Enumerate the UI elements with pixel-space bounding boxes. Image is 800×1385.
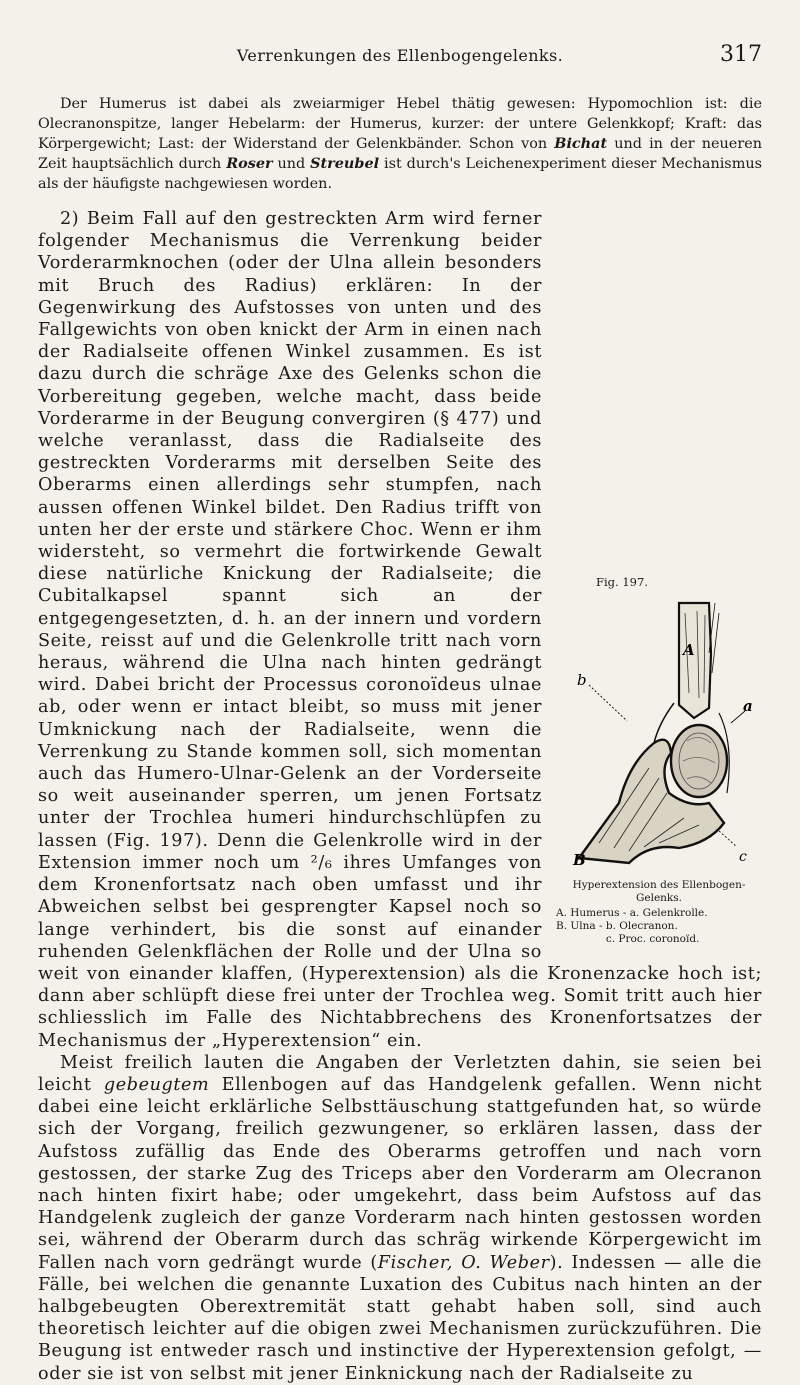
legend-humerus: A. Humerus - a. Gelenkrolle. bbox=[556, 907, 708, 919]
main-text bbox=[38, 208, 762, 1385]
intro-text-2: und in der neueren Zeit hauptsächlich durch bbox=[38, 136, 762, 172]
label-a: a bbox=[743, 697, 753, 715]
author-name-bichat: Bichat bbox=[554, 135, 608, 152]
running-title: Verrenkungen des Ellenbogengelenks. bbox=[236, 46, 564, 65]
figure-label: Fig. 197. bbox=[596, 575, 648, 589]
intro-text-3: und bbox=[272, 156, 311, 172]
intro-text-4: ist durch's Leichenexperiment dieser Mechanismus als der häufigste nachgewiesen worden. bbox=[38, 156, 762, 192]
legend-ulna-prefix: B. Ulna - bbox=[556, 920, 603, 932]
para3-emphasis: gebeugtem bbox=[103, 1074, 210, 1095]
intro-text-1: Der Humerus ist dabei als zweiarmiger Hebel thätig gewesen: Hypomochlion ist: die Olecranonspitze, langer Hebelarm: der Humerus, kurzer: der untere Gelenkkopf; Kraft: das Körpergewicht; Last: der Widerstand der Gelenkbänder. Schon von bbox=[38, 96, 762, 152]
para3-text-3: ). Indessen — alle die Fälle, bei welchen die genannte Luxation des Cubitus nach hinten an der halbgebeugten Oberextremität statt gehabt haben soll, sind auch theoretisch leichter auf die obigen zwei Mechanismen zurückzuführen. Die Beugung ist entweder rasch und instinctive der Hyperextension gefolgt, — oder sie ist von selbst mit jener Einknickung nach der Radialseite zu bbox=[38, 1252, 762, 1384]
para3-text-1: Meist freilich lauten die Angaben der Verletzten dahin, sie seien bei leicht bbox=[38, 1052, 762, 1095]
label-c: c bbox=[739, 849, 747, 865]
legend-olecranon: b. Olecranon. bbox=[605, 920, 678, 932]
label-B: B bbox=[573, 851, 586, 869]
label-A: A bbox=[683, 641, 695, 659]
author-name-roser: Roser bbox=[226, 155, 273, 172]
paragraph-3 bbox=[38, 1052, 762, 1385]
label-b: b bbox=[577, 671, 587, 689]
elbow-diagram bbox=[559, 593, 759, 873]
legend-ulna-items bbox=[606, 920, 700, 946]
para3-text-2: Ellenbogen auf das Handgelenk gefallen. Wenn nicht dabei eine leicht erklärliche Selbsttäuschung stattgefunden hat, so würde sich der Vorgang, freilich gezwungener, so erklären lassen, dass der Aufstoss zufällig das Ende des Oberarms getroffen und nach vorn gestossen, der starke Zug des Triceps aber den Vorderarm am Olecranon nach hinten fixirt habe; oder umgekehrt, dass beim Aufstoss auf das Handgelenk zugleich der ganze Vorderarm nach hinten gestossen worden sei, während der Oberarm durch das schräg wirkende Körpergewicht im Fallen nach vorn gedrängt wurde ( bbox=[38, 1074, 762, 1273]
figure-caption: Hyperextension des Ellenbogen-Gelenks. bbox=[572, 879, 746, 904]
legend-ulna bbox=[556, 920, 762, 946]
page-header bbox=[38, 42, 762, 78]
figure-legend bbox=[556, 907, 762, 946]
legend-coronoid: c. Proc. coronoïd. bbox=[605, 933, 700, 945]
paragraph-2: 2) Beim Fall auf den gestreckten Arm wird ferner folgender Mechanismus die Verrenkung beider Vorderarmknochen (oder der Ulna allein besonders mit Bruch des Radius) erklären: In der Gegenwirkung des Aufstosses von unten und des Fallgewichts von oben knickt der Arm in einen nach der Radialseite offenen Winkel zusammen. Es ist dazu durch die schräge Axe des Gelenks schon die Vorbereitung gegeben, welche macht, dass beide Vorderarme in der Beugung convergiren (§ 477) und welche veranlasst, dass die Radialseite des gestreckten Vorderarms mit derselben Seite des Oberarms einen allerdings sehr stumpfen, nach aussen offenen Winkel bildet. Den Radius trifft von unten her der erste und stärkere Choc. Wenn er ihm widersteht, so vermehrt die fortwirkende Gewalt diese natürliche Knickung der Radialseite; die Cubitalkapsel spannt sich an der entgegengesetzten, d. h. an der innern und vordern Seite, reisst auf und die Gelenkrolle tritt nach vorn heraus, während die Ulna nach hinten gedrängt wird. Dabei bricht der Processus coronoïdeus ulnae ab, oder wenn er intact bleibt, so muss mit jener Umknickung nach der Radialseite, wenn die Verrenkung zu Stande kommen soll, sich momentan auch das Humero-Ulnar-Gelenk an der Vorderseite so weit auseinander sperren, um jenen Fortsatz unter der Trochlea humeri hindurchschlüpfen zu lassen (Fig. 197). Denn die Gelenkrolle wird in der Extension immer noch um ²/₆ ihres Umfanges von dem Kronenfortsatz nach oben umfasst und ihr Abweichen selbst bei gesprengter Kapsel noch so lange verhindert, bis die sonst auf einander ruhenden Gelenkflächen der Rolle und der Ulna so weit von einander klaffen, (Hyperextension) als die Kronenzacke hoch ist; dann aber schlüpft diese frei unter der Trochlea weg. Somit tritt auch hier schliesslich im Falle des Nichtabbrechens des Kronenfortsatzes der Mechanismus der „Hyperextension“ ein. bbox=[38, 209, 762, 1051]
page-number: 317 bbox=[720, 42, 762, 67]
figure-197 bbox=[556, 576, 762, 946]
para3-citation: Fischer, O. Weber bbox=[377, 1252, 550, 1273]
intro-paragraph bbox=[38, 94, 762, 194]
author-name-streubel: Streubel bbox=[310, 155, 380, 172]
book-page bbox=[38, 42, 762, 1384]
